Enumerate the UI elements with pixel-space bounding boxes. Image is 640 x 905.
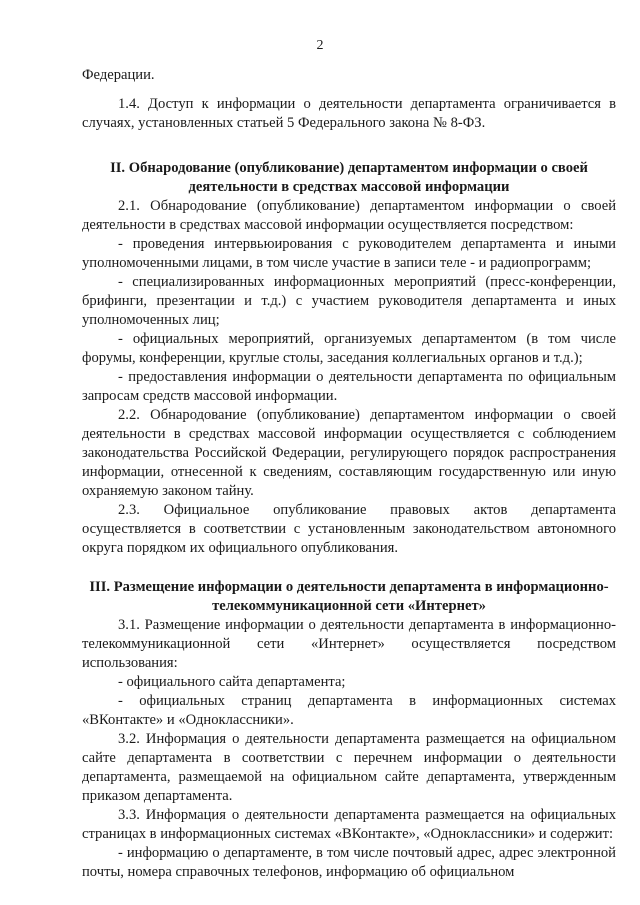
list-item: - предоставления информации о деятельности департамента по официальным запросам средств массовой информации. [82, 369, 616, 404]
section-2-heading: II. Обнародование (опубликование) департаментом информации о своей деятельности в средствах массовой информации [110, 160, 588, 195]
paragraph-3-3: 3.3. Информация о деятельности департамента размещается на официальных страницах в информационных системах «ВКонтакте», «Одноклассники» и содержит: [82, 807, 616, 842]
paragraph-2-3: 2.3. Официальное опубликование правовых актов департамента осуществляется в соответствии с установленным законодательством автономного округа порядком их официального опубликования. [82, 502, 616, 556]
paragraph-3-2: 3.2. Информация о деятельности департамента размещается на официальном сайте департамента в соответствии с перечнем информации о деятельности департамента, размещаемой на официальном сайте департамента, утвержденным приказом департамента. [82, 731, 616, 804]
list-item: - официальных страниц департамента в информационных системах «ВКонтакте» и «Одноклассники». [82, 693, 616, 728]
section-3-heading: III. Размещение информации о деятельности департамента в информационно-телекоммуникационной сети «Интернет» [89, 579, 609, 614]
paragraph-2-2: 2.2. Обнародование (опубликование) департаментом информации о своей деятельности в средствах массовой информации осуществляется с соблюдением законодательства Российской Федерации, регулирующего порядок распространения информации, отнесенной к сведениям, составляющим государственную или иную охраняемую законом тайну. [82, 407, 616, 499]
list-item: - специализированных информационных мероприятий (пресс-конференции, брифинги, презентации и т.д.) с участием руководителя департамента и иных уполномоченных лиц; [82, 274, 616, 328]
paragraph-3-1: 3.1. Размещение информации о деятельности департамента в информационно-телекоммуникационной сети «Интернет» осуществляется посредством использования: [82, 617, 616, 671]
list-item: - официального сайта департамента; [118, 674, 346, 690]
paragraph-1-4: 1.4. Доступ к информации о деятельности департамента ограничивается в случаях, установленных статьей 5 Федерального закона № 8-ФЗ. [82, 96, 616, 131]
document-body [82, 66, 616, 882]
page-number: 2 [316, 38, 324, 53]
intro-line: Федерации. [82, 67, 155, 83]
paragraph-2-1: 2.1. Обнародование (опубликование) департаментом информации о своей деятельности в средствах массовой информации осуществляется посредством: [82, 198, 616, 233]
list-item: - проведения интервьюирования с руководителем департамента и иными уполномоченными лицами, в том числе участие в записи теле - и радиопрограмм; [82, 236, 616, 271]
list-item: - официальных мероприятий, организуемых департаментом (в том числе форумы, конференции, круглые столы, заседания коллегиальных органов и т.д.); [82, 331, 616, 366]
list-item: - информацию о департаменте, в том числе почтовый адрес, адрес электронной почты, номера справочных телефонов, информацию об официальном [82, 845, 616, 880]
